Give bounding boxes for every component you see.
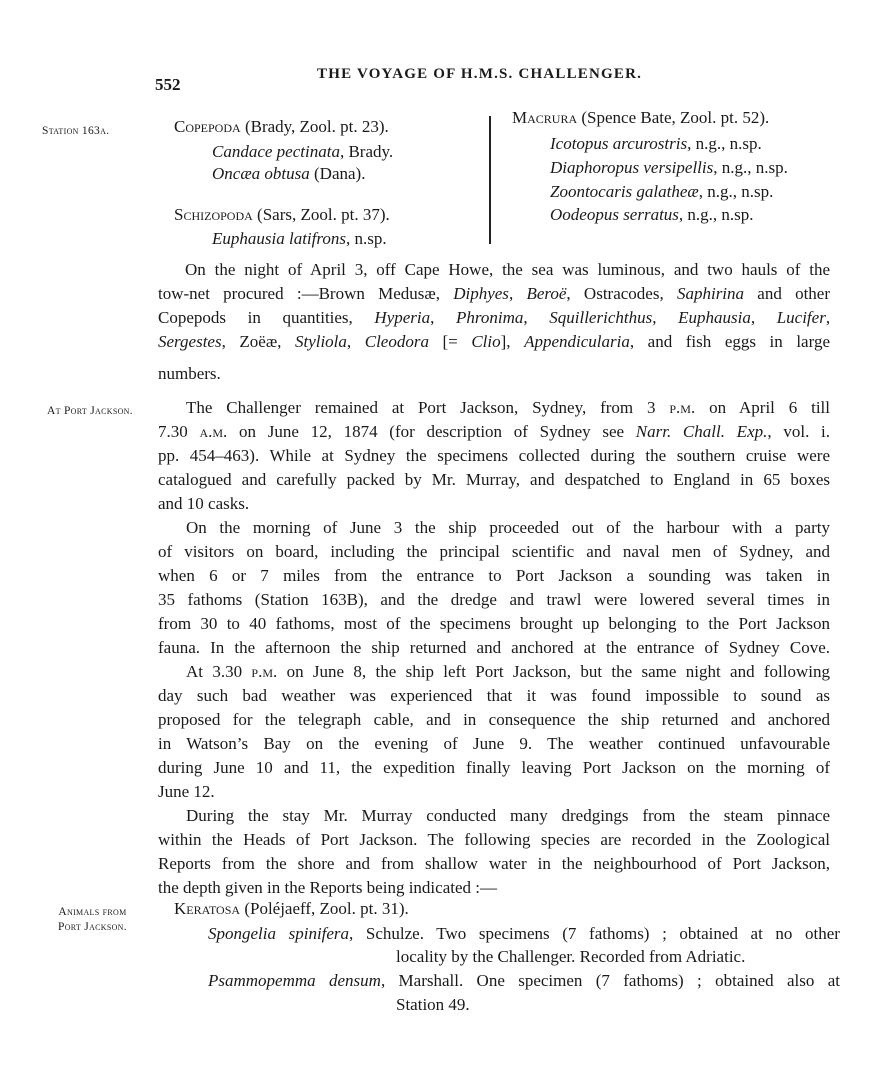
species-record bbox=[208, 924, 840, 944]
taxon-name: Lucifer bbox=[776, 308, 826, 327]
species-entry bbox=[550, 182, 773, 202]
species-record-continuation: Station 49. bbox=[396, 995, 470, 1014]
text-run: on June 12, 1874 (for description of Sydney see bbox=[227, 422, 636, 441]
species-name: Icotopus arcurostris bbox=[550, 134, 688, 153]
species-author: , n.g., n.sp. bbox=[713, 158, 788, 177]
species-name: Euphausia latifrons bbox=[212, 229, 346, 248]
text-run: , bbox=[508, 284, 527, 303]
species-name: Candace pectinata bbox=[212, 142, 340, 161]
paragraph-line: from 30 to 40 fathoms, most of the specimens brought up belonging to the Port Jackson bbox=[158, 614, 830, 633]
paragraph-line: within the Heads of Port Jackson. The following species are recorded in the Zoological bbox=[158, 830, 830, 849]
text-run: , bbox=[523, 308, 550, 327]
macrura-ref: (Spence Bate, Zool. pt. 52). bbox=[577, 108, 770, 127]
time-abbrev: p.m. bbox=[669, 398, 696, 417]
text-run: ], bbox=[500, 332, 525, 351]
paragraph-line bbox=[158, 308, 830, 328]
species-author: , n.g., n.sp. bbox=[687, 134, 762, 153]
schizopoda-label: Schizopoda bbox=[174, 205, 253, 224]
species-name: Zoontocaris galatheæ bbox=[550, 182, 699, 201]
paragraph-line: pp. 454–463). While at Sydney the specimens collected during the southern cruise were bbox=[158, 446, 830, 465]
copepoda-heading bbox=[174, 117, 389, 137]
paragraph-line: of visitors on board, including the principal scientific and naval men of Sydney, and bbox=[158, 542, 830, 561]
paragraph-line: fauna. In the afternoon the ship returned and anchored at the entrance of Sydney Cove. bbox=[158, 638, 830, 657]
copepoda-ref: (Brady, Zool. pt. 23). bbox=[240, 117, 389, 136]
text-run: At 3.30 bbox=[186, 662, 252, 681]
taxon-name: Diphyes bbox=[453, 284, 509, 303]
species-author: (Dana). bbox=[309, 164, 366, 183]
species-name: Psammopemma densum bbox=[208, 971, 381, 990]
time-abbrev: p.m. bbox=[251, 662, 278, 681]
taxon-name: Euphausia bbox=[678, 308, 751, 327]
species-entry bbox=[550, 134, 762, 154]
species-entry bbox=[550, 158, 788, 178]
taxon-name: Saphirina bbox=[676, 284, 745, 303]
text-run: , Ostracodes, bbox=[566, 284, 677, 303]
schizopoda-ref: (Sars, Zool. pt. 37). bbox=[252, 205, 390, 224]
taxon-name: Clio bbox=[471, 332, 501, 351]
copepoda-label: Copepoda bbox=[174, 117, 241, 136]
species-name: Diaphoropus versipellis bbox=[550, 158, 714, 177]
paragraph-line bbox=[186, 398, 830, 418]
taxon-name: Hyperia bbox=[374, 308, 431, 327]
taxon-name: Squillerichthus bbox=[549, 308, 653, 327]
macrura-label: Macrura bbox=[512, 108, 578, 127]
taxon-name: Sergestes bbox=[158, 332, 222, 351]
text-run: and other bbox=[744, 284, 831, 303]
text-run: on April 6 till bbox=[695, 398, 830, 417]
paragraph-line: and 10 casks. bbox=[158, 494, 250, 513]
species-entry bbox=[212, 142, 393, 162]
text-run: The Challenger remained at Port Jackson, Sydney, from 3 bbox=[186, 398, 670, 417]
text-run: [= bbox=[428, 332, 472, 351]
keratosa-ref: (Poléjaeff, Zool. pt. 31). bbox=[240, 899, 409, 918]
paragraph-line: when 6 or 7 miles from the entrance to Port Jackson a sounding was taken in bbox=[158, 566, 830, 585]
paragraph-line bbox=[158, 284, 830, 304]
text-run: , bbox=[750, 308, 777, 327]
paragraph-line: catalogued and carefully packed by Mr. Murray, and despatched to England in 65 boxes bbox=[158, 470, 830, 489]
text-run: , Zoëæ, bbox=[221, 332, 295, 351]
species-author: , n.g., n.sp. bbox=[698, 182, 774, 201]
margin-note-animals bbox=[58, 905, 127, 935]
paragraph-line bbox=[158, 422, 830, 442]
species-name: Oodeopus serratus bbox=[550, 205, 679, 224]
species-record-continuation: locality by the Challenger. Recorded from Adriatic. bbox=[396, 947, 746, 966]
species-name: Oncæa obtusa bbox=[212, 164, 310, 183]
paragraph-line bbox=[186, 662, 830, 682]
species-entry bbox=[212, 164, 365, 184]
text-run: , vol. i. bbox=[767, 422, 831, 441]
species-entry bbox=[212, 229, 387, 249]
taxon-name: Phronima bbox=[456, 308, 524, 327]
text-run: , bbox=[825, 308, 831, 327]
taxon-name: Cleodora bbox=[364, 332, 429, 351]
text-run: Copepods in quantities, bbox=[158, 308, 375, 327]
margin-note-line: Animals from bbox=[58, 906, 127, 918]
species-name: Spongelia spinifera bbox=[208, 924, 350, 943]
citation-title: Narr. Chall. Exp. bbox=[635, 422, 768, 441]
taxon-name: Beroë bbox=[526, 284, 567, 303]
paragraph-line: numbers. bbox=[158, 364, 221, 383]
species-entry bbox=[550, 205, 754, 225]
paragraph-line: proposed for the telegraph cable, and in consequence the ship returned and anchored bbox=[158, 710, 830, 729]
paragraph-line: On the morning of June 3 the ship proceeded out of the harbour with a party bbox=[186, 518, 830, 537]
paragraph-line: On the night of April 3, off Cape Howe, the sea was luminous, and two hauls of the bbox=[185, 260, 830, 279]
text-run: , bbox=[652, 308, 679, 327]
paragraph-line: during June 10 and 11, the expedition finally leaving Port Jackson on the morning of bbox=[158, 758, 830, 777]
text-run: tow-net procured :—Brown Medusæ, bbox=[158, 284, 454, 303]
paragraph-line: day such bad weather was experienced that it was found impossible to sound as bbox=[158, 686, 830, 705]
margin-note-line: Port Jackson. bbox=[58, 921, 127, 933]
paragraph-line: in Watson’s Bay on the evening of June 9. The weather continued unfavourable bbox=[158, 734, 830, 753]
species-record bbox=[208, 971, 840, 991]
time-abbrev: a.m. bbox=[199, 422, 228, 441]
taxon-name: Appendicularia bbox=[524, 332, 630, 351]
keratosa-label: Keratosa bbox=[174, 899, 241, 918]
paragraph-line: During the stay Mr. Murray conducted many dredgings from the steam pinnace bbox=[186, 806, 830, 825]
margin-note-station: Station 163a. bbox=[42, 125, 110, 137]
species-note: , Schulze. Two specimens (7 fathoms) ; obtained at no other bbox=[349, 924, 840, 943]
text-run: , bbox=[430, 308, 457, 327]
paragraph-line bbox=[158, 332, 830, 352]
schizopoda-heading bbox=[174, 205, 390, 225]
species-note: , Marshall. One specimen (7 fathoms) ; obtained also at bbox=[380, 971, 840, 990]
species-author: , n.g., n.sp. bbox=[678, 205, 754, 224]
species-author: , Brady. bbox=[339, 142, 394, 161]
taxon-name: Styliola bbox=[294, 332, 347, 351]
paragraph-line: the depth given in the Reports being indicated :— bbox=[158, 878, 497, 897]
paragraph-line: 35 fathoms (Station 163B), and the dredge and trawl were lowered several times in bbox=[158, 590, 830, 609]
paragraph-line: June 12. bbox=[158, 782, 215, 801]
margin-note-port-jackson: At Port Jackson. bbox=[47, 405, 133, 417]
species-author: , n.sp. bbox=[345, 229, 387, 248]
text-run: 7.30 bbox=[158, 422, 200, 441]
keratosa-heading bbox=[174, 899, 409, 919]
running-title: THE VOYAGE OF H.M.S. CHALLENGER. bbox=[317, 66, 643, 82]
macrura-heading bbox=[512, 108, 769, 128]
paragraph-line: Reports from the shore and from shallow water in the neighbourhood of Port Jackson, bbox=[158, 854, 830, 873]
page-number: 552 bbox=[155, 75, 181, 94]
text-run: on June 8, the ship left Port Jackson, but the same night and following bbox=[277, 662, 831, 681]
column-divider bbox=[489, 116, 491, 244]
text-run: , and fish eggs in large bbox=[629, 332, 830, 351]
text-run: , bbox=[346, 332, 365, 351]
